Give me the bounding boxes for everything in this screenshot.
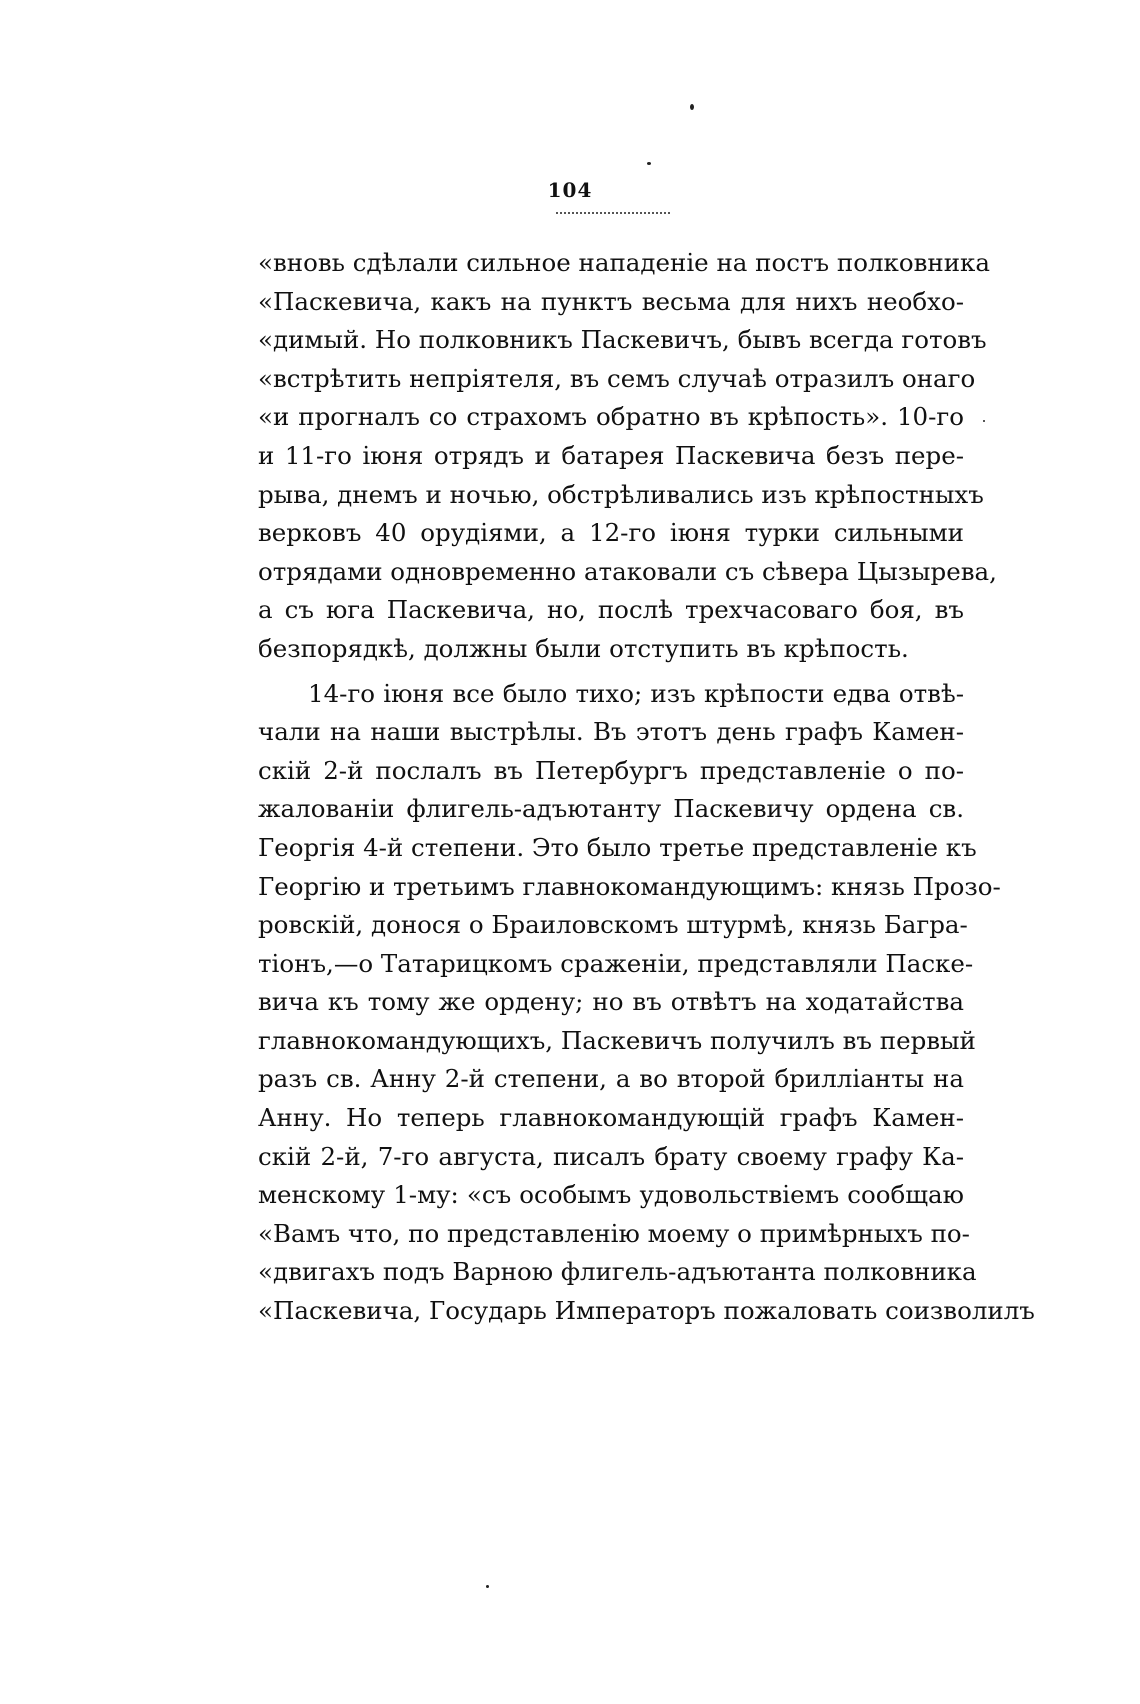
paragraph-1 — [258, 244, 997, 669]
text-line: скій 2-й послалъ въ Петербургъ представленіе о по- — [258, 755, 964, 785]
text-line: скій 2-й, 7-го августа, писалъ брату своему графу Ка- — [258, 1141, 964, 1171]
text-line: «Паскевича, какъ на пунктъ весьма для нихъ необхо- — [258, 286, 964, 316]
ink-speck — [690, 104, 694, 110]
text-line: «вновь сдѣлали сильное нападеніе на постъ полковника — [258, 248, 990, 277]
text-line: 14-го іюня все было тихо; изъ крѣпости едва отвѣ- — [308, 678, 964, 708]
text-line: ровскій, донося о Браиловскомъ штурмѣ, князь Багра- — [258, 910, 968, 940]
text-line: Георгію и третьимъ главнокомандующимъ: князь Прозо- — [258, 871, 1001, 901]
text-line: «встрѣтить непріятеля, въ семъ случаѣ отразилъ онаго — [258, 363, 976, 393]
text-line: «Паскевича, Государь Императоръ пожаловать соизволилъ — [258, 1296, 1035, 1326]
text-line: и 11-го іюня отрядъ и батарея Паскевича безъ пере- — [258, 440, 964, 470]
body-text — [258, 244, 1035, 1331]
text-line: «двигахъ подъ Варною флигель-адъютанта полковника — [258, 1257, 977, 1287]
text-line: менскому 1-му: «съ особымъ удовольствіемъ сообщаю — [258, 1180, 964, 1210]
header-rule — [556, 212, 670, 214]
text-line: тіонъ,—о Татарицкомъ сраженіи, представляли Паске- — [258, 948, 974, 978]
text-line: «димый. Но полковникъ Паскевичъ, бывъ всегда готовъ — [258, 325, 987, 355]
ink-speck — [486, 1585, 489, 1588]
text-line: рыва, днемъ и ночью, обстрѣливались изъ крѣпостныхъ — [258, 479, 984, 509]
text-line: верковъ 40 орудіями, а 12-го іюня турки сильными — [258, 518, 964, 548]
text-line: чали на наши выстрѣлы. Въ этотъ день графъ Камен- — [258, 717, 964, 747]
text-line: разъ св. Анну 2-й степени, а во второй брилліанты на — [258, 1064, 964, 1094]
text-line: отрядами одновременно атаковали съ сѣвера Цызырева, — [258, 556, 997, 586]
ink-speck — [647, 162, 651, 165]
text-line: безпорядкѣ, должны были отступить въ крѣпость. — [258, 633, 909, 663]
text-line: Анну. Но теперь главнокомандующій графъ Камен- — [258, 1103, 964, 1133]
text-line: «Вамъ что, по представленію моему о примѣрныхъ по- — [258, 1218, 970, 1248]
paragraph-2 — [258, 675, 1035, 1331]
text-line: жалованіи флигель-адъютанту Паскевичу ордена св. — [258, 794, 964, 824]
page-number: 104 — [547, 178, 593, 202]
text-line: «и прогналъ со страхомъ обратно въ крѣпость». 10-го — [258, 402, 964, 432]
text-line: вича къ тому же ордену; но въ отвѣтъ на ходатайства — [258, 987, 964, 1017]
text-line: главнокомандующихъ, Паскевичъ получилъ въ первый — [258, 1025, 976, 1055]
text-line: а съ юга Паскевича, но, послѣ трехчасоваго боя, въ — [258, 595, 964, 625]
text-line: Георгія 4-й степени. Это было третье представленіе къ — [258, 832, 977, 862]
ink-speck — [983, 420, 985, 422]
